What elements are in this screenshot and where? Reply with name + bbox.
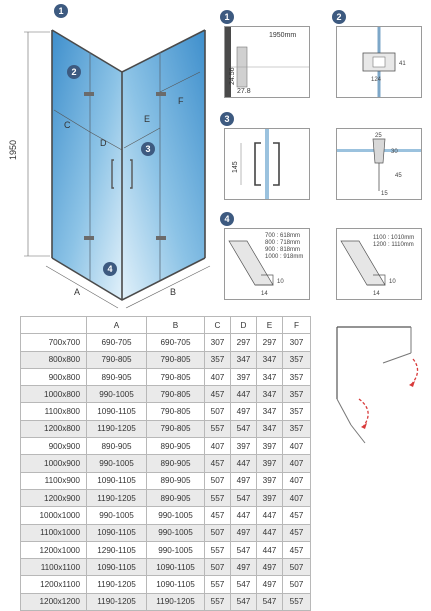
table-header-cell: C <box>205 317 231 334</box>
table-cell: 547 <box>231 576 257 593</box>
table-cell: 397 <box>257 455 283 472</box>
table-cell: 790-805 <box>147 368 205 385</box>
detail3-e-label: 15 <box>381 191 388 197</box>
detail-3a-box <box>224 128 310 200</box>
rotate-arrow-icon <box>411 359 418 385</box>
dim-b-label: B <box>170 287 177 297</box>
detail4-left-h-label: 10 <box>277 279 284 285</box>
detail-4-marker: 4 <box>220 212 234 226</box>
table-cell: 890-905 <box>87 368 147 385</box>
row-size-cell: 900x800 <box>21 368 87 385</box>
row-size-cell: 700x700 <box>21 334 87 351</box>
table-cell: 1090-1105 <box>87 559 147 576</box>
row-size-cell: 1000x1000 <box>21 507 87 524</box>
row-size-cell: 1100x900 <box>21 472 87 489</box>
table-cell: 307 <box>283 334 311 351</box>
table-row <box>21 420 311 437</box>
dim-c-label: C <box>64 120 71 130</box>
table-header-cell: E <box>257 317 283 334</box>
table-cell: 547 <box>231 489 257 506</box>
door-opening-diagram <box>325 315 430 450</box>
table-row <box>21 438 311 455</box>
table-cell: 447 <box>257 541 283 558</box>
table-cell: 457 <box>283 507 311 524</box>
table-row <box>21 455 311 472</box>
table-cell: 407 <box>283 489 311 506</box>
detail1-height-label: 1950mm <box>269 32 297 39</box>
marker-3: 3 <box>141 142 155 156</box>
table-cell: 790-805 <box>87 351 147 368</box>
detail4-right-legend-1: 1200 : 1110mm <box>373 242 414 248</box>
height-label: 1950 <box>8 139 18 161</box>
table-cell: 1090-1105 <box>87 472 147 489</box>
detail-3-marker: 3 <box>220 112 234 126</box>
dim-f-label: F <box>178 96 184 106</box>
table-cell: 890-905 <box>147 489 205 506</box>
table-cell: 357 <box>283 351 311 368</box>
table-cell: 457 <box>205 507 231 524</box>
table-row <box>21 524 311 541</box>
dim-a-label: A <box>74 287 81 297</box>
table-cell: 347 <box>257 403 283 420</box>
detail-2-box <box>336 26 422 98</box>
table-cell: 447 <box>257 524 283 541</box>
table-cell: 497 <box>231 403 257 420</box>
table-row <box>21 541 311 558</box>
table-cell: 990-1005 <box>147 541 205 558</box>
table-cell: 357 <box>205 351 231 368</box>
table-cell: 547 <box>257 593 283 610</box>
detail2-h-label: 124 <box>371 77 382 83</box>
row-size-cell: 1100x1000 <box>21 524 87 541</box>
table-cell: 357 <box>283 368 311 385</box>
table-header-row <box>21 317 311 334</box>
table-cell: 1190-1205 <box>87 489 147 506</box>
table-cell: 457 <box>205 386 231 403</box>
row-size-cell: 800x800 <box>21 351 87 368</box>
detail1-h-label: 27.8 <box>237 88 251 95</box>
table-header-cell: F <box>283 317 311 334</box>
table-cell: 357 <box>283 386 311 403</box>
table-row <box>21 489 311 506</box>
table-cell: 507 <box>283 576 311 593</box>
table-header-cell: D <box>231 317 257 334</box>
right-glass-panel <box>122 30 205 300</box>
table-cell: 497 <box>231 524 257 541</box>
table-cell: 790-805 <box>147 403 205 420</box>
table-cell: 297 <box>257 334 283 351</box>
table-cell: 497 <box>257 559 283 576</box>
table-cell: 507 <box>205 472 231 489</box>
table-cell: 557 <box>205 593 231 610</box>
table-cell: 547 <box>231 541 257 558</box>
row-size-cell: 1200x1000 <box>21 541 87 558</box>
table-cell: 397 <box>231 438 257 455</box>
detail-1-marker: 1 <box>220 10 234 24</box>
table-cell: 407 <box>283 438 311 455</box>
table-row <box>21 472 311 489</box>
hinge-icon <box>156 236 166 240</box>
table-cell: 507 <box>205 559 231 576</box>
table-cell: 547 <box>231 420 257 437</box>
table-cell: 457 <box>205 455 231 472</box>
table-cell: 347 <box>257 351 283 368</box>
detail-4a-box <box>224 228 310 300</box>
table-cell: 890-905 <box>147 455 205 472</box>
table-cell: 1090-1105 <box>147 576 205 593</box>
table-cell: 447 <box>231 386 257 403</box>
table-cell: 447 <box>231 455 257 472</box>
table-cell: 397 <box>257 489 283 506</box>
table-cell: 507 <box>283 559 311 576</box>
table-cell: 557 <box>205 489 231 506</box>
table-row <box>21 576 311 593</box>
table-cell: 790-805 <box>147 420 205 437</box>
table-cell: 1090-1105 <box>87 524 147 541</box>
table-cell: 347 <box>257 386 283 403</box>
table-cell: 497 <box>257 576 283 593</box>
detail4-left-legend-1: 800 : 718mm <box>265 240 301 246</box>
detail3-b-label: 25 <box>375 133 382 139</box>
table-cell: 457 <box>283 524 311 541</box>
detail3-d-label: 45 <box>395 173 402 179</box>
table-row <box>21 507 311 524</box>
detail4-left-legend-2: 900 : 818mm <box>265 247 301 253</box>
detail-3b-box <box>336 128 422 200</box>
table-row <box>21 351 311 368</box>
detail4-right-w-label: 14 <box>373 291 380 297</box>
table-cell: 297 <box>231 334 257 351</box>
table-row <box>21 368 311 385</box>
detail-1-box <box>224 26 310 98</box>
dim-e-label: E <box>144 114 151 124</box>
table-cell: 790-805 <box>147 386 205 403</box>
table-cell: 890-905 <box>147 438 205 455</box>
table-cell: 507 <box>205 524 231 541</box>
table-cell: 357 <box>283 403 311 420</box>
table-cell: 347 <box>231 351 257 368</box>
table-row <box>21 403 311 420</box>
table-cell: 690-705 <box>87 334 147 351</box>
table-cell: 347 <box>257 368 283 385</box>
table-cell: 890-905 <box>147 472 205 489</box>
table-cell: 347 <box>257 420 283 437</box>
size-table <box>20 316 311 611</box>
table-cell: 1190-1205 <box>87 593 147 610</box>
table-row <box>21 559 311 576</box>
table-cell: 407 <box>205 368 231 385</box>
detail4-right-h-label: 10 <box>389 279 396 285</box>
table-cell: 497 <box>231 559 257 576</box>
table-header-cell: A <box>87 317 147 334</box>
detail4-left-legend-0: 700 : 618mm <box>265 233 301 239</box>
row-size-cell: 1000x800 <box>21 386 87 403</box>
table-cell: 357 <box>283 420 311 437</box>
marker-2: 2 <box>67 65 81 79</box>
row-size-cell: 1100x1100 <box>21 559 87 576</box>
table-cell: 1090-1105 <box>147 559 205 576</box>
hinge-icon <box>84 236 94 240</box>
table-cell: 547 <box>231 593 257 610</box>
table-cell: 990-1005 <box>87 386 147 403</box>
table-cell: 557 <box>205 576 231 593</box>
rotate-arrow-icon <box>359 399 368 427</box>
table-cell: 497 <box>231 472 257 489</box>
marker-1: 1 <box>54 4 68 18</box>
detail-4b-box <box>336 228 422 300</box>
table-cell: 990-1005 <box>147 524 205 541</box>
table-header-cell: B <box>147 317 205 334</box>
dim-d-label: D <box>100 138 107 148</box>
table-cell: 307 <box>205 334 231 351</box>
table-cell: 557 <box>205 420 231 437</box>
table-cell: 690-705 <box>147 334 205 351</box>
table-cell: 557 <box>283 593 311 610</box>
row-size-cell: 1200x1200 <box>21 593 87 610</box>
table-cell: 790-805 <box>147 351 205 368</box>
table-cell: 447 <box>231 507 257 524</box>
table-cell: 1090-1105 <box>87 403 147 420</box>
table-cell: 447 <box>257 507 283 524</box>
detail3-c-label: 30 <box>391 149 398 155</box>
row-size-cell: 1200x1100 <box>21 576 87 593</box>
detail2-v-label: 41 <box>399 61 406 67</box>
detail4-left-legend-3: 1000 : 918mm <box>265 254 304 260</box>
detail1-v-label: 24.56 <box>229 67 236 85</box>
row-size-cell: 900x900 <box>21 438 87 455</box>
table-cell: 990-1005 <box>87 455 147 472</box>
marker-4: 4 <box>103 262 117 276</box>
hinge-icon <box>156 92 166 96</box>
row-size-cell: 1200x900 <box>21 489 87 506</box>
detail4-right-legend-0: 1100 : 1010mm <box>373 235 415 241</box>
table-row <box>21 593 311 610</box>
table-row <box>21 334 311 351</box>
table-cell: 397 <box>257 438 283 455</box>
table-cell: 1190-1205 <box>147 593 205 610</box>
table-cell: 1290-1105 <box>87 541 147 558</box>
table-cell: 457 <box>283 541 311 558</box>
detail4-left-w-label: 14 <box>261 291 268 297</box>
table-cell: 1190-1205 <box>87 576 147 593</box>
row-size-cell: 1200x800 <box>21 420 87 437</box>
table-cell: 507 <box>205 403 231 420</box>
table-cell: 990-1005 <box>147 507 205 524</box>
table-row <box>21 386 311 403</box>
table-cell: 557 <box>205 541 231 558</box>
detail-2-marker: 2 <box>332 10 346 24</box>
detail3-a-label: 145 <box>232 161 239 173</box>
row-size-cell: 1000x900 <box>21 455 87 472</box>
table-cell: 407 <box>283 455 311 472</box>
row-size-cell: 1100x800 <box>21 403 87 420</box>
table-cell: 397 <box>257 472 283 489</box>
table-cell: 407 <box>205 438 231 455</box>
hinge-icon <box>84 92 94 96</box>
table-cell: 397 <box>231 368 257 385</box>
table-cell: 990-1005 <box>87 507 147 524</box>
table-cell: 407 <box>283 472 311 489</box>
table-cell: 890-905 <box>87 438 147 455</box>
table-cell: 1190-1205 <box>87 420 147 437</box>
table-header-cell <box>21 317 87 334</box>
